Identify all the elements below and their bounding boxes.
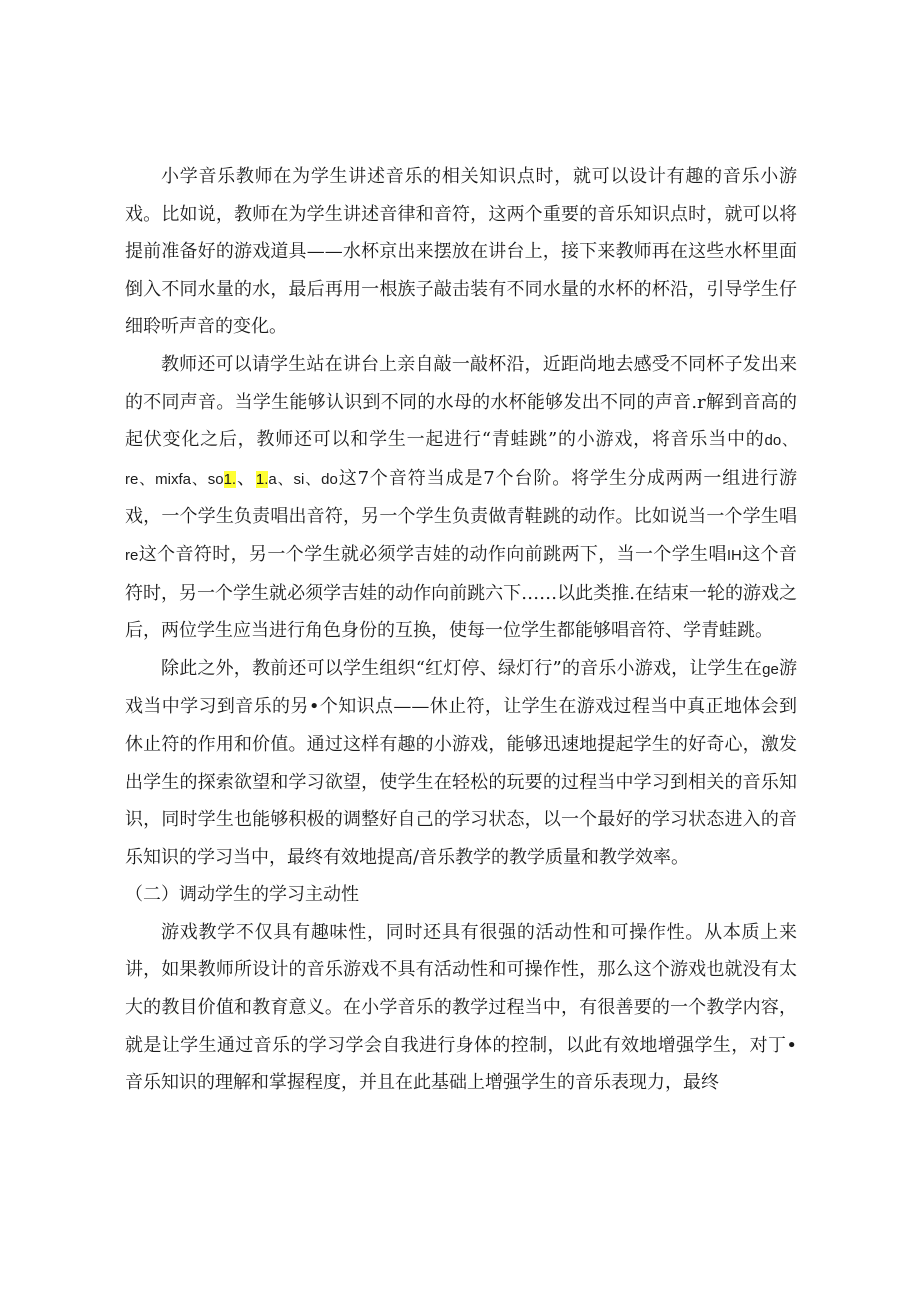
paragraph-music-games-intro: 小学音乐教师在为学生讲述音乐的相关知识点时，就可以设计有趣的音乐小游戏。比如说，教师在为学生讲述音律和音符，这两个重要的音乐知识点时，就可以将提前准备好的游戏道具——水杯京出来摆放在讲台上，接下来教师再在这些水杯里面倒入不同水量的水，最后再用一根族子敲击装有不同水量的水杯的杯沿，引导学生仔细聆听声音的变化。 [125,166,797,338]
paragraph-text: 这个音符时，另一个学生就必须学吉娃的动作向前跳六下……以此类推.在结束一轮的游戏之后，两位学生应当进行角色身份的互换，使每一位学生都能够唱音符、学青蛙跳。 [125,543,797,642]
note-name: IH [726,546,742,564]
document-body [125,158,797,1102]
paragraph-text: 游戏当中学习到音乐的另•个知识点——休止符，让学生在游戏过程当中真正地体会到休止符的作用和价值。通过这样有趣的小游戏，能够迅速地提起学生的好奇心，激发出学生的探索欲望和学习欲望，使学生在轻松的玩要的过程当中学习到相关的音乐知识，同时学生也能够积极的调整好自己的学习状态，以一个最好的学习状态进入的音乐知识的学习当中，最终有效地提高/音乐教学的教学质量和教学效率。 [125,657,798,868]
highlighted-text: 1. [255,470,269,488]
paragraph-frog-jump-game [125,346,797,650]
latin-fragment: ge [762,660,779,678]
paragraph-text: 这7个音符当成是7个台阶。将学生分成两两一组进行游戏，一个学生负责唱出音符，另一个学生负责做青鞋跳的动作。比如说当一个学生唱 [125,467,797,528]
paragraph-text: 教师还可以请学生站在讲台上亲自敲一敲杯沿，近距尚地去感受不同杯子发出来的不同声音。当学生能够认识到不同的水母的水杯能够发出不同的声音.r解到音高的起伏变化之后，教师还可以和学生一起进行“青蛙跳”的小游戏，将音乐当中的 [125,353,797,451]
highlighted-text: 1. [223,470,237,488]
paragraph-traffic-light-game [125,650,797,877]
paragraph-text: 除此之外，教前还可以学生组织“红灯停、绿灯行”的音乐小游戏，让学生在 [161,657,763,679]
note-names: a、si、do [268,470,338,488]
paragraph-initiative: 游戏教学不仅具有趣味性，同时还具有很强的活动性和可操作性。从本质上来讲，如果教师所设计的音乐游戏不具有活动性和可操作性，那么这个游戏也就没有太大的教目价值和教育意义。在小学音乐的教学过程当中，有很善要的一个教学内容，就是让学生通过音乐的学习学会自我进行身体的控制，以此有效地增强学生，对丁•音乐知识的理解和掌握程度，并且在此基础上增强学生的音乐表现力，最终 [125,921,797,1094]
note-name: re [125,546,139,564]
note-names: do、re、mixfa、so [125,432,798,488]
separator: 、 [236,467,256,489]
paragraph-text: 这个音符时，另一个学生就必须学吉娃的动作向前跳两下，当一个学生唱 [138,543,727,565]
section-heading: （二）调动学生的学习主动性 [125,884,359,906]
